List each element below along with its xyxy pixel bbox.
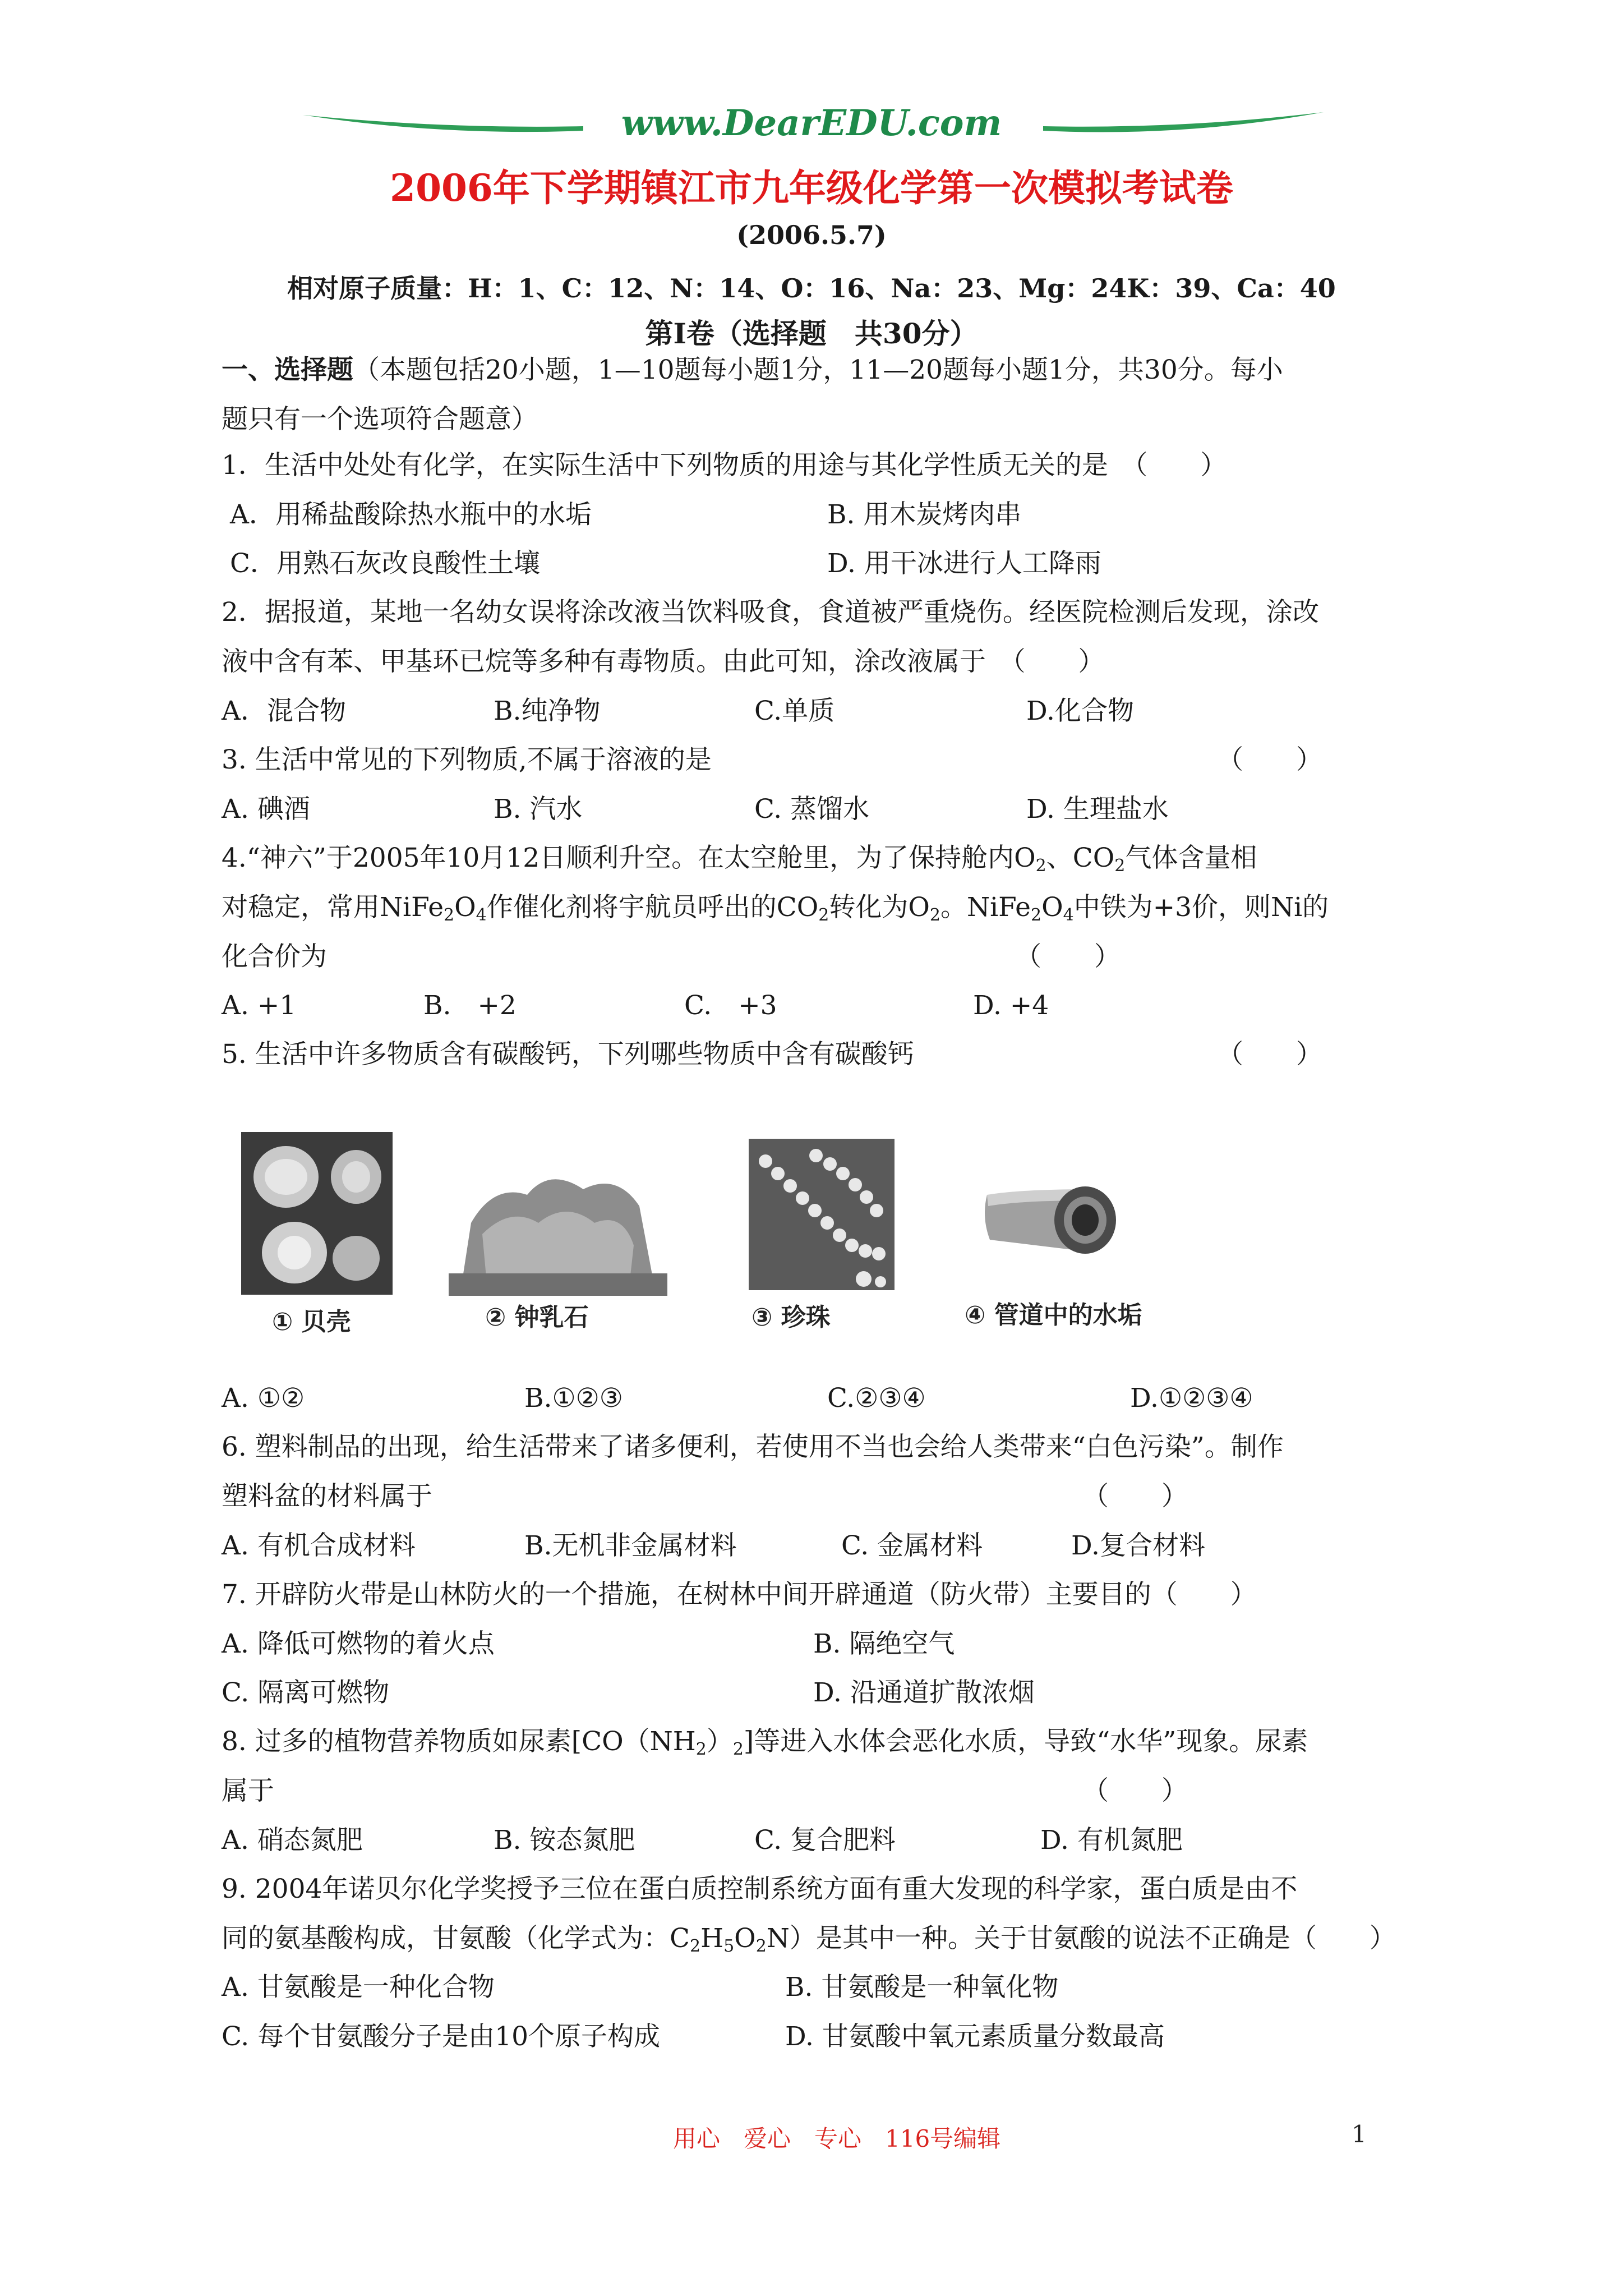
q5-answer-blank: （ ）: [1217, 1039, 1322, 1070]
q9-option-b: B. 甘氨酸是一种氧化物: [785, 1972, 1059, 2003]
shell-image: [241, 1132, 393, 1295]
q2-option-c: C.单质: [754, 696, 835, 726]
q2-stem-line2: 液中含有苯、甲基环已烷等多种有毒物质。由此可知，涂改液属于 （ ）: [222, 646, 1105, 677]
q3-answer-blank: （ ）: [1217, 744, 1322, 775]
q6-option-c: C. 金属材料: [841, 1530, 983, 1561]
q3-option-b: B. 汽水: [494, 794, 583, 825]
q4-stem-line1: 4.“神六”于2005年10月12日顺利升空。在太空舱里，为了保持舱内$O_2$、$CO_2$气体含量相: [222, 843, 1257, 876]
q9-stem-line2: 同的氨基酸构成，甘氨酸（化学式为：$C_2H_5O_2N$）是其中一种。关于甘氨酸的说法不正确是（ ）: [222, 1923, 1396, 1956]
q8-option-d: D. 有机氮肥: [1040, 1825, 1183, 1856]
q1-option-b: B. 用木炭烤肉串: [827, 499, 1022, 530]
q4-stem-line3: 化合价为: [222, 941, 327, 972]
q5-option-b: B.①②③: [524, 1383, 623, 1414]
part1-instructions-line2: 题只有一个选项符合题意）: [222, 404, 538, 435]
q4-option-b: B. +2: [423, 990, 517, 1021]
q8-option-b: B. 铵态氮肥: [494, 1825, 635, 1856]
q7-option-b: B. 隔绝空气: [813, 1628, 955, 1659]
pearl-image: [749, 1139, 895, 1290]
q5-stem: 5. 生活中许多物质含有碳酸钙，下列哪些物质中含有碳酸钙: [222, 1039, 914, 1070]
footer-text: 用心 爱心 专心 116号编辑: [673, 2125, 1001, 2152]
q5-option-a: A. ①②: [222, 1383, 305, 1414]
q8-option-c: C. 复合肥料: [754, 1825, 896, 1856]
q9-stem-line1: 9. 2004年诺贝尔化学奖授予三位在蛋白质控制系统方面有重大发现的科学家，蛋白质是由不: [222, 1874, 1298, 1904]
q4-answer-blank: （ ）: [1015, 941, 1121, 972]
q4-option-c: C. +3: [684, 990, 777, 1021]
q9-option-a: A. 甘氨酸是一种化合物: [222, 1972, 495, 2003]
q7-stem: 7. 开辟防火带是山林防火的一个措施，在树林中间开辟通道（防火带）主要目的（ ）: [222, 1579, 1257, 1610]
q1-option-d: D. 用干冰进行人工降雨: [827, 548, 1101, 579]
section-title: 第Ⅰ卷（选择题 共30分）: [645, 317, 978, 350]
exam-date: (2006.5.7): [736, 220, 887, 250]
caption-stalactite: ② 钟乳石: [485, 1303, 589, 1332]
q3-option-d: D. 生理盐水: [1026, 794, 1169, 825]
page-title: 2006年下学期镇江市九年级化学第一次模拟考试卷: [390, 166, 1233, 210]
page-number: 1: [1352, 2120, 1367, 2148]
q8-option-a: A. 硝态氮肥: [222, 1825, 363, 1856]
q1-option-c: C．用熟石灰改良酸性土壤: [230, 548, 540, 579]
q2-option-d: D.化合物: [1026, 696, 1134, 726]
q7-option-c: C. 隔离可燃物: [222, 1677, 390, 1708]
q6-stem-line1: 6. 塑料制品的出现，给生活带来了诸多便利，若使用不当也会给人类带来“白色污染”。制作: [222, 1432, 1284, 1462]
q9-option-c: C. 每个甘氨酸分子是由10个原子构成: [222, 2021, 660, 2052]
logo-text: www.DearEDU.com: [621, 102, 1002, 144]
pipe-scale-image: [976, 1172, 1122, 1262]
q7-option-a: A. 降低可燃物的着火点: [222, 1628, 495, 1659]
q9-option-d: D. 甘氨酸中氧元素质量分数最高: [785, 2021, 1165, 2052]
q6-stem-line2: 塑料盆的材料属于: [222, 1481, 432, 1512]
q1-stem: 1．生活中处处有化学，在实际生活中下列物质的用途与其化学性质无关的是 （ ）: [222, 450, 1227, 481]
q6-option-b: B.无机非金属材料: [524, 1530, 737, 1561]
part1-heading: 一、选择题: [222, 355, 353, 385]
q3-option-c: C. 蒸馏水: [754, 794, 870, 825]
q5-option-d: D.①②③④: [1130, 1383, 1253, 1414]
stalactite-image: [449, 1139, 667, 1296]
caption-pearl: ③ 珍珠: [751, 1303, 831, 1332]
q5-option-c: C.②③④: [827, 1383, 926, 1414]
q7-option-d: D. 沿通道扩散浓烟: [813, 1677, 1035, 1708]
q8-stem-line1: 8. 过多的植物营养物质如尿素$[CO(NH_2)_2]$等进入水体会恶化水质，导致“水华”现象。尿素: [222, 1726, 1308, 1759]
part1-instructions-line1: （本题包括20小题，1—10题每小题1分，11—20题每小题1分，共30分。每小: [353, 355, 1283, 385]
q8-answer-blank: （ ）: [1082, 1775, 1188, 1806]
atomic-masses: 相对原子质量：H：1、C：12、N：14、O：16、Na：23、Mg：24K：39、Ca：40: [287, 273, 1336, 303]
q1-option-a: A．用稀盐酸除热水瓶中的水垢: [230, 499, 592, 530]
q2-option-b: B.纯净物: [494, 696, 601, 726]
q3-option-a: A. 碘酒: [222, 794, 310, 825]
caption-pipe-scale: ④ 管道中的水垢: [965, 1301, 1142, 1329]
q2-option-a: A．混合物: [222, 696, 346, 726]
q6-option-d: D.复合材料: [1071, 1530, 1205, 1561]
q6-option-a: A. 有机合成材料: [222, 1530, 416, 1561]
caption-shell: ① 贝壳: [272, 1308, 351, 1336]
part1-instructions: [222, 353, 1283, 387]
q4-option-d: D. +4: [973, 990, 1049, 1021]
q6-answer-blank: （ ）: [1082, 1481, 1188, 1512]
q8-stem-line2: 属于: [222, 1775, 274, 1806]
q4-option-a: A. +1: [222, 990, 297, 1021]
q2-stem-line1: 2．据报道，某地一名幼女误将涂改液当饮料吸食，食道被严重烧伤。经医院检测后发现，涂改: [222, 597, 1319, 628]
q4-stem-line2: 对稳定，常用$NiFe_2O_4$作催化剂将宇航员呼出的$CO_2$转化为$O_2$。$NiFe_2O_4$中铁为+3价，则Ni的: [222, 892, 1329, 925]
q3-stem: 3. 生活中常见的下列物质,不属于溶液的是: [222, 744, 712, 775]
